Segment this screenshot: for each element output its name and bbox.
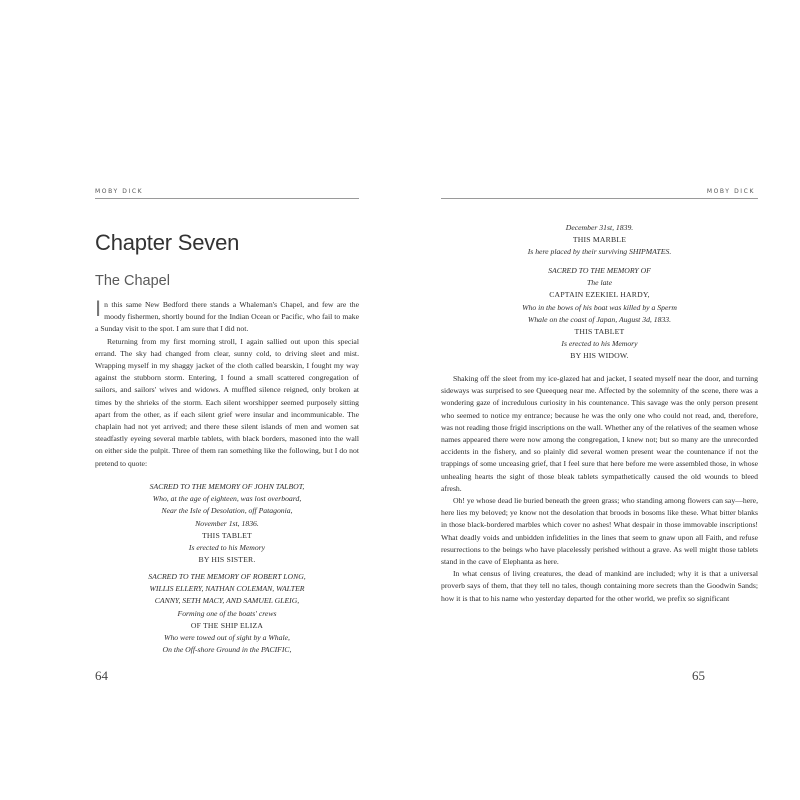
epitaph-line: THIS MARBLE xyxy=(572,235,627,245)
epitaph-line: Is erected to his Memory xyxy=(188,543,266,553)
epitaph-line: SACRED TO THE MEMORY OF JOHN TALBOT, xyxy=(149,482,305,491)
section-title: The Chapel xyxy=(95,273,170,289)
drop-cap: I xyxy=(95,296,102,321)
body-text xyxy=(95,296,359,470)
epitaph-line: Who in the bows of his boat was killed by a Sperm xyxy=(522,302,677,312)
epitaph-line: On the Off-shore Ground in the PACIFIC, xyxy=(162,645,292,655)
epitaph-line: WILLIS ELLERY, NATHAN COLEMAN, WALTER xyxy=(149,584,305,594)
page-number: 65 xyxy=(692,668,705,683)
epitaph-line: BY HIS SISTER. xyxy=(198,555,256,565)
epitaph-line: Forming one of the boats' crews xyxy=(177,608,277,618)
epitaph-robert-long xyxy=(95,571,359,656)
epitaph-line: CAPTAIN EZEKIEL HARDY, xyxy=(549,290,650,300)
epitaph-john-talbot xyxy=(95,481,359,566)
epitaph-line: SACRED TO THE MEMORY OF ROBERT LONG, xyxy=(148,572,306,581)
epitaph-line: The late xyxy=(587,278,612,288)
epitaph-line: Who were towed out of sight by a Whale, xyxy=(164,633,290,643)
epitaph-line: Who, at the age of eighteen, was lost overboard, xyxy=(152,494,302,504)
running-head: MOBY DICK xyxy=(706,188,755,195)
paragraph-text: n this same New Bedford there stands a Whaleman's Chapel, and few are the moody fishermen, shortly bound for the Indian Ocean or Pacific, who fail to make a Sunday visit to the spot. I am sure that I did not. xyxy=(95,300,359,334)
epitaph-line: Near the Isle of Desolation, off Patagonia, xyxy=(161,506,293,516)
epitaph-line: December 31st, 1839. xyxy=(565,223,634,232)
epitaph-line: Is erected to his Memory xyxy=(561,339,638,349)
epitaph-line: THIS TABLET xyxy=(202,530,252,540)
epitaph-line: OF THE SHIP ELIZA xyxy=(190,620,264,630)
epitaph-line: Whale on the coast of Japan, August 3d, 1833. xyxy=(527,314,672,324)
page-number: 64 xyxy=(95,668,108,683)
running-head: MOBY DICK xyxy=(95,188,144,195)
paragraph: Shaking off the sleet from my ice-glazed hat and jacket, I seated myself near the door, and turning sideways was surprised to see Queequeg near me. Affected by the solemnity of the scene, there was a wondering gaze of incredulous curiosity in his countenance. This savage was the only person present who seemed to notice my entrance; because he was the only one who could not read, and, therefore, was not reading those frigid inscriptions on the wall. Whether any of the relatives of the seamen whose names appeared there were now among the congregation, I knew not; but so many are the unrecorded accidents in the fishery, and so plainly did several women present wear the countenance if not the trappings of some unceasing grief, that I feel sure that here before me were assembled those, in whose unhealing hearts the sight of those bleak tablets sympathetically caused the old wounds to bleed afresh. xyxy=(441,374,758,493)
epitaph-line: CANNY, SETH MACY, AND SAMUEL GLEIG, xyxy=(154,596,300,606)
paragraph: Oh! ye whose dead lie buried beneath the green grass; who standing among flowers can say—here, here lies my beloved; ye know not the desolation that broods in bosoms like these. What bitter blanks in those black-bordered marbles which cover no ashes! What despair in those immovable inscriptions! What deadly voids and unbidden infidelities in the lines that seem to gnaw upon all Faith, and refuse resurrections to the beings who have placelessly perished without a grave. As well might those tablets stand in the cave of Elephanta as here. xyxy=(441,496,758,567)
epitaph-ezekiel-hardy xyxy=(441,265,758,363)
epitaph-continued xyxy=(441,222,758,259)
paragraph: Returning from my first morning stroll, I again sallied out upon this special errand. The sky had changed from clear, sunny cold, to driving sleet and mist. Wrapping myself in my shaggy jacket of the cloth called bearskin, I fought my way against the stubborn storm. Entering, I found a small scattered congregation of sailors, and sailors' wives and widows. A muffled silence reigned, only broken at times by the shrieks of the storm. Each silent worshipper seemed purposely sitting apart from the other, as if each silent grief were insular and incommunicable. The chaplain had not yet arrived; and there these silent islands of men and women sat steadfastly eyeing several marble tablets, with black borders, masoned into the wall on either side the pulpit. Three of them ran something like the following, but I do not pretend to quote: xyxy=(95,336,359,468)
header-rule xyxy=(95,198,359,199)
epitaph-line: November 1st, 1836. xyxy=(195,518,259,528)
epitaph-line: Is here placed by their surviving SHIPMATES. xyxy=(527,247,672,257)
paragraph: In what census of living creatures, the dead of mankind are included; why it is that a universal proverb says of them, that they tell no tales, though containing more secrets than the Goodwin Sands; how it is that to his name who yesterday departed for the other world, we prefix so significant xyxy=(441,569,758,603)
right-page xyxy=(400,0,800,800)
epitaph-line: BY HIS WIDOW. xyxy=(570,351,629,361)
paragraph xyxy=(95,296,359,336)
body-text xyxy=(441,373,758,605)
epitaph-line: SACRED TO THE MEMORY OF xyxy=(548,266,651,275)
chapter-title: Chapter Seven xyxy=(95,230,240,255)
header-rule xyxy=(441,198,758,199)
epitaph-line: THIS TABLET xyxy=(574,327,625,337)
